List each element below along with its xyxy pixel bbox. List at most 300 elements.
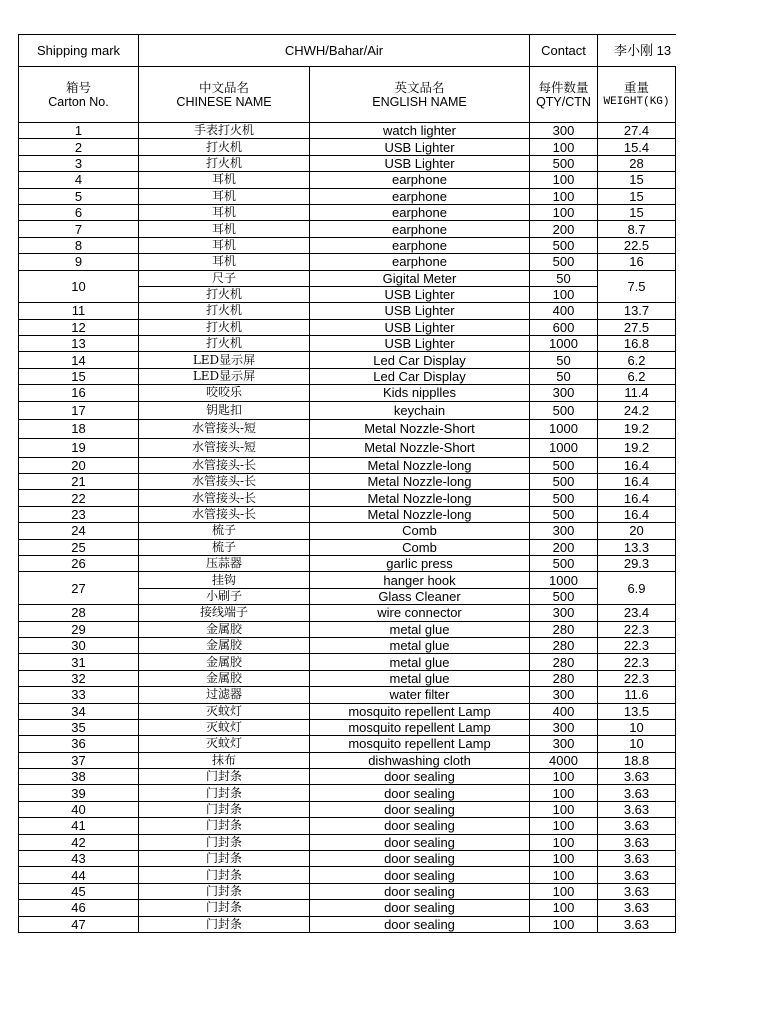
english-name-cell: Comb xyxy=(310,539,530,555)
table-row xyxy=(19,555,676,571)
english-name-cell: door sealing xyxy=(310,916,530,932)
packing-list-sheet xyxy=(18,34,675,933)
weight-cell: 20 xyxy=(598,523,676,539)
weight-cell: 11.4 xyxy=(598,385,676,401)
weight-cell: 22.3 xyxy=(598,670,676,686)
qty-cell: 4000 xyxy=(530,752,598,768)
english-name-cell: metal glue xyxy=(310,654,530,670)
qty-cell: 600 xyxy=(530,319,598,335)
qty-cell: 200 xyxy=(530,221,598,237)
weight-cell: 3.63 xyxy=(598,769,676,785)
carton-no-header-zh: 箱号 xyxy=(65,79,91,95)
chinese-name-cell: 门封条 xyxy=(139,834,310,850)
chinese-name-cell: 打火机 xyxy=(139,319,310,335)
chinese-name-cell: 水管接头-长 xyxy=(139,490,310,506)
weight-cell: 19.2 xyxy=(598,419,676,438)
english-name-cell: earphone xyxy=(310,188,530,204)
carton-no-cell: 25 xyxy=(19,539,139,555)
carton-no-cell: 3 xyxy=(19,155,139,171)
carton-no-cell: 9 xyxy=(19,254,139,270)
english-name-cell: mosquito repellent Lamp xyxy=(310,703,530,719)
weight-header xyxy=(598,67,676,123)
chinese-name-cell: 耳机 xyxy=(139,172,310,188)
chinese-name-cell: LED显示屏 xyxy=(139,368,310,384)
weight-cell: 27.4 xyxy=(598,123,676,139)
carton-no-cell: 42 xyxy=(19,834,139,850)
weight-cell: 15 xyxy=(598,172,676,188)
carton-no-cell: 28 xyxy=(19,605,139,621)
qty-cell: 300 xyxy=(530,687,598,703)
english-name-cell: door sealing xyxy=(310,801,530,817)
weight-cell: 6.2 xyxy=(598,368,676,384)
english-name-cell: Metal Nozzle-long xyxy=(310,457,530,473)
qty-cell: 300 xyxy=(530,123,598,139)
english-name-cell: door sealing xyxy=(310,900,530,916)
carton-no-cell: 46 xyxy=(19,900,139,916)
qty-cell: 50 xyxy=(530,368,598,384)
carton-no-cell: 37 xyxy=(19,752,139,768)
carton-no-cell: 24 xyxy=(19,523,139,539)
table-row xyxy=(19,785,676,801)
qty-cell: 1000 xyxy=(530,419,598,438)
english-name-cell: mosquito repellent Lamp xyxy=(310,736,530,752)
weight-cell: 3.63 xyxy=(598,801,676,817)
carton-no-cell: 2 xyxy=(19,139,139,155)
weight-cell: 15 xyxy=(598,204,676,220)
weight-cell: 29.3 xyxy=(598,555,676,571)
chinese-name-cell: 门封条 xyxy=(139,818,310,834)
qty-header-en: QTY/CTN xyxy=(536,94,591,109)
english-name-cell: Kids nipplles xyxy=(310,385,530,401)
chinese-name-header-zh: 中文品名 xyxy=(198,79,249,95)
carton-no-cell: 10 xyxy=(19,270,139,303)
english-name-cell: garlic press xyxy=(310,555,530,571)
carton-no-cell: 6 xyxy=(19,204,139,220)
qty-cell: 1000 xyxy=(530,336,598,352)
english-name-cell: door sealing xyxy=(310,769,530,785)
chinese-name-cell: 小刷子 xyxy=(139,588,310,604)
chinese-name-cell: 耳机 xyxy=(139,204,310,220)
english-name-cell: door sealing xyxy=(310,834,530,850)
weight-cell: 18.8 xyxy=(598,752,676,768)
chinese-name-cell: 手表打火机 xyxy=(139,123,310,139)
weight-cell: 15 xyxy=(598,188,676,204)
carton-no-cell: 40 xyxy=(19,801,139,817)
weight-cell: 19.2 xyxy=(598,438,676,457)
carton-no-cell: 1 xyxy=(19,123,139,139)
table-row xyxy=(19,172,676,188)
qty-cell: 280 xyxy=(530,621,598,637)
packing-list-body xyxy=(19,35,676,933)
shipping-mark-label: Shipping mark xyxy=(19,35,139,67)
weight-header-en: WEIGHT(KG) xyxy=(603,95,670,108)
chinese-name-cell: 水管接头-长 xyxy=(139,506,310,522)
weight-cell: 13.7 xyxy=(598,303,676,319)
english-name-cell: mosquito repellent Lamp xyxy=(310,719,530,735)
table-row xyxy=(19,438,676,457)
shipping-mark-row xyxy=(19,35,676,67)
table-row xyxy=(19,457,676,473)
carton-no-cell: 30 xyxy=(19,637,139,653)
table-row xyxy=(19,621,676,637)
english-name-cell: metal glue xyxy=(310,670,530,686)
carton-no-cell: 7 xyxy=(19,221,139,237)
table-row xyxy=(19,254,676,270)
weight-cell: 10 xyxy=(598,736,676,752)
table-row xyxy=(19,539,676,555)
carton-no-cell: 32 xyxy=(19,670,139,686)
qty-cell: 500 xyxy=(530,588,598,604)
table-row xyxy=(19,605,676,621)
qty-cell: 100 xyxy=(530,867,598,883)
table-row xyxy=(19,303,676,319)
weight-cell: 13.3 xyxy=(598,539,676,555)
carton-no-cell: 35 xyxy=(19,719,139,735)
english-name-header-zh: 英文品名 xyxy=(394,79,445,95)
chinese-name-cell: 打火机 xyxy=(139,336,310,352)
qty-cell: 500 xyxy=(530,401,598,419)
english-name-cell: water filter xyxy=(310,687,530,703)
table-row xyxy=(19,687,676,703)
weight-cell: 16.4 xyxy=(598,506,676,522)
chinese-name-cell: 灭蚊灯 xyxy=(139,736,310,752)
chinese-name-cell: 灭蚊灯 xyxy=(139,703,310,719)
chinese-name-cell: 水管接头-短 xyxy=(139,419,310,438)
chinese-name-cell: 耳机 xyxy=(139,254,310,270)
table-row xyxy=(19,719,676,735)
table-row xyxy=(19,155,676,171)
qty-cell: 100 xyxy=(530,818,598,834)
english-name-cell: door sealing xyxy=(310,867,530,883)
carton-no-cell: 11 xyxy=(19,303,139,319)
qty-cell: 100 xyxy=(530,883,598,899)
chinese-name-cell: 门封条 xyxy=(139,785,310,801)
weight-cell: 3.63 xyxy=(598,867,676,883)
carton-no-cell: 20 xyxy=(19,457,139,473)
weight-cell: 10 xyxy=(598,719,676,735)
table-row xyxy=(19,703,676,719)
carton-no-cell: 34 xyxy=(19,703,139,719)
table-row xyxy=(19,670,676,686)
table-row xyxy=(19,474,676,490)
table-row xyxy=(19,834,676,850)
english-name-cell: Metal Nozzle-Short xyxy=(310,419,530,438)
chinese-name-cell: 打火机 xyxy=(139,139,310,155)
carton-no-cell: 29 xyxy=(19,621,139,637)
table-row xyxy=(19,900,676,916)
english-name-cell: Metal Nozzle-long xyxy=(310,506,530,522)
qty-cell: 200 xyxy=(530,539,598,555)
weight-cell: 22.3 xyxy=(598,621,676,637)
english-name-cell: hanger hook xyxy=(310,572,530,588)
carton-no-cell: 16 xyxy=(19,385,139,401)
carton-no-cell: 36 xyxy=(19,736,139,752)
qty-cell: 500 xyxy=(530,457,598,473)
carton-no-cell: 21 xyxy=(19,474,139,490)
qty-cell: 300 xyxy=(530,605,598,621)
table-row xyxy=(19,523,676,539)
table-row xyxy=(19,419,676,438)
qty-cell: 50 xyxy=(530,270,598,286)
qty-cell: 100 xyxy=(530,188,598,204)
english-name-cell: USB Lighter xyxy=(310,303,530,319)
shipping-mark-value: CHWH/Bahar/Air xyxy=(139,35,530,67)
weight-cell: 3.63 xyxy=(598,834,676,850)
qty-cell: 100 xyxy=(530,851,598,867)
qty-cell: 100 xyxy=(530,900,598,916)
chinese-name-cell: 金属胶 xyxy=(139,654,310,670)
table-row xyxy=(19,385,676,401)
chinese-name-cell: 门封条 xyxy=(139,769,310,785)
weight-cell: 22.3 xyxy=(598,654,676,670)
weight-cell: 7.5 xyxy=(598,270,676,303)
qty-cell: 400 xyxy=(530,303,598,319)
table-row xyxy=(19,752,676,768)
chinese-name-cell: 过滤器 xyxy=(139,687,310,703)
qty-cell: 100 xyxy=(530,785,598,801)
english-name-cell: Metal Nozzle-long xyxy=(310,490,530,506)
qty-cell: 280 xyxy=(530,670,598,686)
qty-cell: 500 xyxy=(530,474,598,490)
qty-cell: 280 xyxy=(530,654,598,670)
contact-value: 李小刚 13 xyxy=(598,35,676,67)
table-row xyxy=(19,769,676,785)
carton-no-header-en: Carton No. xyxy=(48,94,109,109)
chinese-name-cell: 门封条 xyxy=(139,916,310,932)
english-name-cell: earphone xyxy=(310,254,530,270)
column-header-row xyxy=(19,67,676,123)
chinese-name-cell: 耳机 xyxy=(139,188,310,204)
table-row xyxy=(19,319,676,335)
table-row xyxy=(19,237,676,253)
weight-cell: 8.7 xyxy=(598,221,676,237)
carton-no-cell: 22 xyxy=(19,490,139,506)
weight-cell: 6.2 xyxy=(598,352,676,368)
english-name-header-en: ENGLISH NAME xyxy=(372,94,467,109)
english-name-cell: earphone xyxy=(310,204,530,220)
chinese-name-cell: 咬咬乐 xyxy=(139,385,310,401)
table-row xyxy=(19,352,676,368)
carton-no-cell: 31 xyxy=(19,654,139,670)
english-name-cell: Comb xyxy=(310,523,530,539)
carton-no-cell: 12 xyxy=(19,319,139,335)
carton-no-cell: 18 xyxy=(19,419,139,438)
weight-cell: 24.2 xyxy=(598,401,676,419)
qty-cell: 100 xyxy=(530,172,598,188)
weight-cell: 16 xyxy=(598,254,676,270)
weight-cell: 16.8 xyxy=(598,336,676,352)
carton-no-cell: 23 xyxy=(19,506,139,522)
qty-cell: 500 xyxy=(530,237,598,253)
english-name-cell: wire connector xyxy=(310,605,530,621)
weight-cell: 16.4 xyxy=(598,474,676,490)
english-name-cell: Led Car Display xyxy=(310,352,530,368)
english-name-cell: metal glue xyxy=(310,637,530,653)
chinese-name-cell: 水管接头-长 xyxy=(139,474,310,490)
english-name-cell: USB Lighter xyxy=(310,336,530,352)
table-row xyxy=(19,867,676,883)
carton-no-cell: 13 xyxy=(19,336,139,352)
chinese-name-header-en: CHINESE NAME xyxy=(176,94,272,109)
english-name-header xyxy=(310,67,530,123)
qty-header-zh: 每件数量 xyxy=(538,79,589,95)
qty-cell: 100 xyxy=(530,139,598,155)
qty-cell: 500 xyxy=(530,555,598,571)
english-name-cell: Metal Nozzle-Short xyxy=(310,438,530,457)
chinese-name-cell: 钥匙扣 xyxy=(139,401,310,419)
chinese-name-cell: 打火机 xyxy=(139,286,310,302)
english-name-cell: metal glue xyxy=(310,621,530,637)
carton-no-cell: 44 xyxy=(19,867,139,883)
weight-cell: 3.63 xyxy=(598,883,676,899)
chinese-name-cell: 水管接头-短 xyxy=(139,438,310,457)
chinese-name-cell: 耳机 xyxy=(139,237,310,253)
qty-cell: 50 xyxy=(530,352,598,368)
carton-no-cell: 45 xyxy=(19,883,139,899)
carton-no-cell: 4 xyxy=(19,172,139,188)
table-row xyxy=(19,401,676,419)
english-name-cell: door sealing xyxy=(310,785,530,801)
chinese-name-cell: 梳子 xyxy=(139,523,310,539)
qty-cell: 1000 xyxy=(530,438,598,457)
chinese-name-cell: 金属胶 xyxy=(139,670,310,686)
chinese-name-cell: 耳机 xyxy=(139,221,310,237)
packing-list-table xyxy=(18,34,676,933)
table-row xyxy=(19,270,676,286)
table-row xyxy=(19,736,676,752)
english-name-cell: USB Lighter xyxy=(310,155,530,171)
table-row xyxy=(19,851,676,867)
qty-cell: 400 xyxy=(530,703,598,719)
chinese-name-cell: 门封条 xyxy=(139,851,310,867)
weight-cell: 13.5 xyxy=(598,703,676,719)
carton-no-cell: 5 xyxy=(19,188,139,204)
weight-cell: 6.9 xyxy=(598,572,676,605)
table-row xyxy=(19,123,676,139)
qty-cell: 100 xyxy=(530,916,598,932)
weight-cell: 22.5 xyxy=(598,237,676,253)
chinese-name-cell: 门封条 xyxy=(139,867,310,883)
english-name-cell: earphone xyxy=(310,221,530,237)
chinese-name-cell: 打火机 xyxy=(139,303,310,319)
table-row xyxy=(19,368,676,384)
weight-header-zh: 重量 xyxy=(623,79,649,95)
qty-cell: 100 xyxy=(530,801,598,817)
qty-cell: 1000 xyxy=(530,572,598,588)
weight-cell: 3.63 xyxy=(598,851,676,867)
weight-cell: 27.5 xyxy=(598,319,676,335)
qty-cell: 500 xyxy=(530,490,598,506)
qty-cell: 500 xyxy=(530,155,598,171)
qty-cell: 100 xyxy=(530,834,598,850)
english-name-cell: dishwashing cloth xyxy=(310,752,530,768)
weight-cell: 22.3 xyxy=(598,637,676,653)
table-row xyxy=(19,654,676,670)
carton-no-cell: 8 xyxy=(19,237,139,253)
qty-cell: 100 xyxy=(530,204,598,220)
english-name-cell: keychain xyxy=(310,401,530,419)
qty-cell: 500 xyxy=(530,506,598,522)
weight-cell: 16.4 xyxy=(598,490,676,506)
contact-label: Contact xyxy=(530,35,598,67)
table-row xyxy=(19,204,676,220)
carton-no-cell: 43 xyxy=(19,851,139,867)
table-row xyxy=(19,336,676,352)
chinese-name-header xyxy=(139,67,310,123)
weight-cell: 15.4 xyxy=(598,139,676,155)
english-name-cell: USB Lighter xyxy=(310,319,530,335)
table-row xyxy=(19,883,676,899)
carton-no-cell: 47 xyxy=(19,916,139,932)
chinese-name-cell: 金属胶 xyxy=(139,621,310,637)
chinese-name-cell: 梳子 xyxy=(139,539,310,555)
english-name-cell: Led Car Display xyxy=(310,368,530,384)
english-name-cell: door sealing xyxy=(310,851,530,867)
qty-header xyxy=(530,67,598,123)
weight-cell: 3.63 xyxy=(598,818,676,834)
weight-cell: 3.63 xyxy=(598,785,676,801)
chinese-name-cell: 尺子 xyxy=(139,270,310,286)
english-name-cell: door sealing xyxy=(310,883,530,899)
carton-no-cell: 41 xyxy=(19,818,139,834)
table-row xyxy=(19,818,676,834)
qty-cell: 300 xyxy=(530,736,598,752)
english-name-cell: earphone xyxy=(310,237,530,253)
chinese-name-cell: 水管接头-长 xyxy=(139,457,310,473)
weight-cell: 11.6 xyxy=(598,687,676,703)
table-row xyxy=(19,490,676,506)
carton-no-cell: 39 xyxy=(19,785,139,801)
table-row xyxy=(19,916,676,932)
carton-no-cell: 33 xyxy=(19,687,139,703)
english-name-cell: USB Lighter xyxy=(310,286,530,302)
table-row xyxy=(19,801,676,817)
table-row xyxy=(19,637,676,653)
qty-cell: 280 xyxy=(530,637,598,653)
weight-cell: 3.63 xyxy=(598,900,676,916)
english-name-cell: Metal Nozzle-long xyxy=(310,474,530,490)
weight-cell: 3.63 xyxy=(598,916,676,932)
table-row xyxy=(19,139,676,155)
carton-no-cell: 27 xyxy=(19,572,139,605)
english-name-cell: Gigital Meter xyxy=(310,270,530,286)
carton-no-cell: 38 xyxy=(19,769,139,785)
weight-cell: 23.4 xyxy=(598,605,676,621)
qty-cell: 100 xyxy=(530,286,598,302)
english-name-cell: door sealing xyxy=(310,818,530,834)
qty-cell: 300 xyxy=(530,719,598,735)
table-row xyxy=(19,506,676,522)
qty-cell: 300 xyxy=(530,385,598,401)
chinese-name-cell: 门封条 xyxy=(139,883,310,899)
weight-cell: 28 xyxy=(598,155,676,171)
carton-no-cell: 15 xyxy=(19,368,139,384)
carton-no-cell: 26 xyxy=(19,555,139,571)
table-row xyxy=(19,572,676,588)
weight-cell: 16.4 xyxy=(598,457,676,473)
table-row xyxy=(19,188,676,204)
carton-no-header xyxy=(19,67,139,123)
qty-cell: 100 xyxy=(530,769,598,785)
chinese-name-cell: LED显示屏 xyxy=(139,352,310,368)
chinese-name-cell: 挂钩 xyxy=(139,572,310,588)
qty-cell: 300 xyxy=(530,523,598,539)
chinese-name-cell: 门封条 xyxy=(139,801,310,817)
carton-no-cell: 19 xyxy=(19,438,139,457)
english-name-cell: USB Lighter xyxy=(310,139,530,155)
chinese-name-cell: 门封条 xyxy=(139,900,310,916)
english-name-cell: earphone xyxy=(310,172,530,188)
